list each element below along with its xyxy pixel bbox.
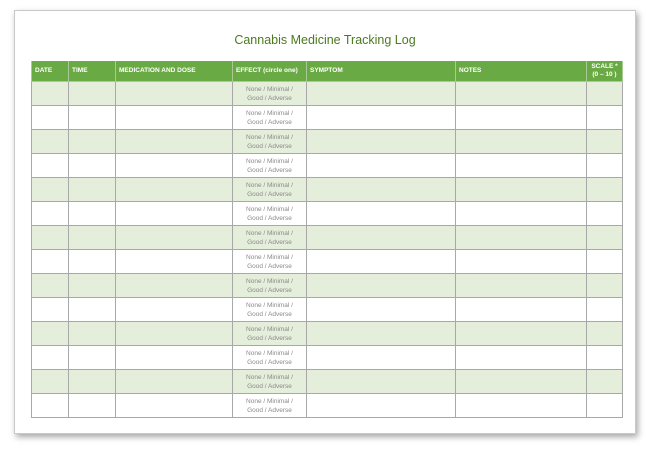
date-cell[interactable]	[32, 202, 69, 226]
medication-dose-cell[interactable]	[116, 298, 233, 322]
medication-dose-cell[interactable]	[116, 106, 233, 130]
time-cell[interactable]	[69, 298, 116, 322]
tracking-log-sheet	[14, 10, 636, 434]
notes-cell[interactable]	[456, 130, 587, 154]
symptom-cell[interactable]	[307, 202, 456, 226]
effect-cell[interactable]	[233, 274, 307, 298]
log-table	[31, 61, 623, 418]
effect-options-line2: Good / Adverse	[247, 190, 292, 198]
scale-label: SCALE *	[591, 63, 618, 70]
column-header-date: DATE	[32, 61, 69, 82]
effect-cell[interactable]	[233, 346, 307, 370]
time-cell[interactable]	[69, 394, 116, 418]
medication-dose-cell[interactable]	[116, 370, 233, 394]
medication-dose-cell[interactable]	[116, 130, 233, 154]
symptom-cell[interactable]	[307, 298, 456, 322]
date-cell[interactable]	[32, 370, 69, 394]
effect-cell[interactable]	[233, 202, 307, 226]
effect-options-line2: Good / Adverse	[247, 382, 292, 390]
notes-cell[interactable]	[456, 106, 587, 130]
notes-cell[interactable]	[456, 322, 587, 346]
scale-cell[interactable]	[587, 154, 623, 178]
effect-options-line1: None / Minimal /	[246, 205, 293, 213]
effect-options-line2: Good / Adverse	[247, 118, 292, 126]
symptom-cell[interactable]	[307, 226, 456, 250]
effect-options-line1: None / Minimal /	[246, 253, 293, 261]
effect-options-line1: None / Minimal /	[246, 325, 293, 333]
effect-options-line2: Good / Adverse	[247, 166, 292, 174]
scale-cell[interactable]	[587, 202, 623, 226]
medication-dose-cell[interactable]	[116, 82, 233, 106]
notes-cell[interactable]	[456, 202, 587, 226]
notes-cell[interactable]	[456, 298, 587, 322]
effect-cell[interactable]	[233, 154, 307, 178]
date-cell[interactable]	[32, 130, 69, 154]
time-cell[interactable]	[69, 250, 116, 274]
symptom-cell[interactable]	[307, 82, 456, 106]
time-cell[interactable]	[69, 322, 116, 346]
effect-options-line1: None / Minimal /	[246, 397, 293, 405]
scale-cell[interactable]	[587, 82, 623, 106]
date-cell[interactable]	[32, 106, 69, 130]
notes-cell[interactable]	[456, 154, 587, 178]
time-cell[interactable]	[69, 370, 116, 394]
date-cell[interactable]	[32, 298, 69, 322]
table-row	[32, 178, 623, 202]
notes-cell[interactable]	[456, 226, 587, 250]
effect-cell[interactable]	[233, 178, 307, 202]
effect-options-line1: None / Minimal /	[246, 181, 293, 189]
effect-cell[interactable]	[233, 130, 307, 154]
effect-cell[interactable]	[233, 106, 307, 130]
effect-options-line2: Good / Adverse	[247, 262, 292, 270]
log-body	[32, 82, 623, 418]
column-header-notes: NOTES	[456, 61, 587, 82]
scale-cell[interactable]	[587, 322, 623, 346]
table-row	[32, 322, 623, 346]
column-header-scale	[587, 61, 623, 82]
symptom-cell[interactable]	[307, 106, 456, 130]
table-row	[32, 154, 623, 178]
effect-options-line1: None / Minimal /	[246, 373, 293, 381]
table-row	[32, 298, 623, 322]
notes-cell[interactable]	[456, 370, 587, 394]
time-cell[interactable]	[69, 178, 116, 202]
medication-dose-cell[interactable]	[116, 322, 233, 346]
notes-cell[interactable]	[456, 82, 587, 106]
scale-cell[interactable]	[587, 346, 623, 370]
date-cell[interactable]	[32, 226, 69, 250]
symptom-cell[interactable]	[307, 322, 456, 346]
time-cell[interactable]	[69, 274, 116, 298]
symptom-cell[interactable]	[307, 370, 456, 394]
column-header-symptom: SYMPTOM	[307, 61, 456, 82]
symptom-cell[interactable]	[307, 394, 456, 418]
date-cell[interactable]	[32, 250, 69, 274]
notes-cell[interactable]	[456, 274, 587, 298]
scale-cell[interactable]	[587, 298, 623, 322]
time-cell[interactable]	[69, 226, 116, 250]
time-cell[interactable]	[69, 82, 116, 106]
symptom-cell[interactable]	[307, 130, 456, 154]
effect-options-line1: None / Minimal /	[246, 229, 293, 237]
time-cell[interactable]	[69, 202, 116, 226]
symptom-cell[interactable]	[307, 178, 456, 202]
notes-cell[interactable]	[456, 346, 587, 370]
scale-cell[interactable]	[587, 274, 623, 298]
effect-cell[interactable]	[233, 370, 307, 394]
medication-dose-cell[interactable]	[116, 394, 233, 418]
scale-range: (0 – 10 )	[592, 71, 617, 78]
table-row	[32, 250, 623, 274]
medication-dose-cell[interactable]	[116, 274, 233, 298]
symptom-cell[interactable]	[307, 154, 456, 178]
time-cell[interactable]	[69, 130, 116, 154]
time-cell[interactable]	[69, 106, 116, 130]
effect-options-line1: None / Minimal /	[246, 277, 293, 285]
column-header-effect: EFFECT (circle one)	[233, 61, 307, 82]
notes-cell[interactable]	[456, 178, 587, 202]
table-row	[32, 346, 623, 370]
medication-dose-cell[interactable]	[116, 226, 233, 250]
effect-options-line1: None / Minimal /	[246, 157, 293, 165]
table-row	[32, 370, 623, 394]
scale-cell[interactable]	[587, 130, 623, 154]
effect-options-line2: Good / Adverse	[247, 334, 292, 342]
effect-options-line1: None / Minimal /	[246, 133, 293, 141]
effect-options-line1: None / Minimal /	[246, 301, 293, 309]
date-cell[interactable]	[32, 346, 69, 370]
table-row	[32, 394, 623, 418]
effect-cell[interactable]	[233, 226, 307, 250]
table-row	[32, 226, 623, 250]
table-row	[32, 82, 623, 106]
medication-dose-cell[interactable]	[116, 202, 233, 226]
page-title: Cannabis Medicine Tracking Log	[234, 33, 416, 47]
column-header-time: TIME	[69, 61, 116, 82]
effect-options-line2: Good / Adverse	[247, 94, 292, 102]
effect-options-line2: Good / Adverse	[247, 406, 292, 414]
effect-cell[interactable]	[233, 322, 307, 346]
date-cell[interactable]	[32, 178, 69, 202]
header-row	[32, 61, 623, 82]
medication-dose-cell[interactable]	[116, 178, 233, 202]
notes-cell[interactable]	[456, 394, 587, 418]
date-cell[interactable]	[32, 322, 69, 346]
scale-cell[interactable]	[587, 226, 623, 250]
scale-cell[interactable]	[587, 250, 623, 274]
scale-cell[interactable]	[587, 178, 623, 202]
effect-cell[interactable]	[233, 82, 307, 106]
effect-options-line2: Good / Adverse	[247, 310, 292, 318]
scale-cell[interactable]	[587, 370, 623, 394]
effect-cell[interactable]	[233, 298, 307, 322]
scale-cell[interactable]	[587, 394, 623, 418]
date-cell[interactable]	[32, 274, 69, 298]
medication-dose-cell[interactable]	[116, 346, 233, 370]
date-cell[interactable]	[32, 394, 69, 418]
time-cell[interactable]	[69, 154, 116, 178]
symptom-cell[interactable]	[307, 274, 456, 298]
table-row	[32, 274, 623, 298]
effect-options-line2: Good / Adverse	[247, 358, 292, 366]
symptom-cell[interactable]	[307, 346, 456, 370]
effect-options-line2: Good / Adverse	[247, 214, 292, 222]
symptom-cell[interactable]	[307, 250, 456, 274]
effect-options-line1: None / Minimal /	[246, 109, 293, 117]
time-cell[interactable]	[69, 346, 116, 370]
medication-dose-cell[interactable]	[116, 250, 233, 274]
medication-dose-cell[interactable]	[116, 154, 233, 178]
column-header-medication-dose: MEDICATION AND DOSE	[116, 61, 233, 82]
effect-options-line2: Good / Adverse	[247, 142, 292, 150]
table-row	[32, 130, 623, 154]
date-cell[interactable]	[32, 82, 69, 106]
effect-options-line1: None / Minimal /	[246, 349, 293, 357]
scale-cell[interactable]	[587, 106, 623, 130]
notes-cell[interactable]	[456, 250, 587, 274]
effect-options-line2: Good / Adverse	[247, 286, 292, 294]
effect-options-line2: Good / Adverse	[247, 238, 292, 246]
effect-cell[interactable]	[233, 394, 307, 418]
date-cell[interactable]	[32, 154, 69, 178]
effect-options-line1: None / Minimal /	[246, 85, 293, 93]
table-row	[32, 202, 623, 226]
table-row	[32, 106, 623, 130]
effect-cell[interactable]	[233, 250, 307, 274]
